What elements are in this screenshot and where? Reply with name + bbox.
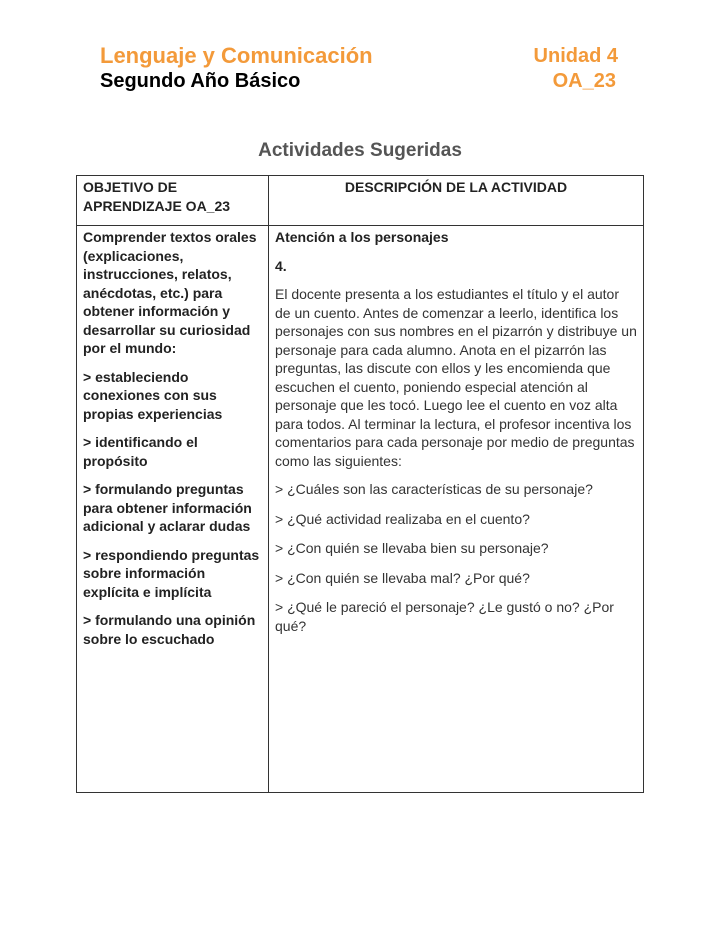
activity-question: > ¿Qué le pareció el personaje? ¿Le gustó o no? ¿Por qué?	[275, 599, 614, 634]
table-body-row	[77, 226, 644, 793]
table-header-row	[77, 176, 644, 226]
activity-text: El docente presenta a los estudiantes el título y el autor de un cuento. Antes de comenzar a leerlo, identifica los personajes con sus nombres en el pizarrón y distribuye un personaje para cada alumno. Anota en el pizarrón las preguntas, las discute con ellos y les encomienda que escuchen el cuento, poniendo especial atención al personaje que les tocó. Luego lee el cuento en voz alta para todos. Al terminar la lectura, el profesor incentiva los comentarios para cada personaje por medio de preguntas como las siguientes:	[275, 286, 637, 469]
activity-title: Atención a los personajes	[275, 229, 449, 245]
objective-item: > identificando el propósito	[83, 434, 198, 469]
objective-intro: Comprender textos orales (explicaciones, instrucciones, relatos, anécdotas, etc.) para obtener información y desarrollar su curiosidad por el mundo:	[83, 229, 257, 356]
unit-label: Unidad 4	[533, 45, 618, 67]
description-header: DESCRIPCIÓN DE LA ACTIVIDAD	[269, 176, 644, 226]
activity-question: > ¿Con quién se llevaba mal? ¿Por qué?	[275, 569, 530, 586]
objective-header: OBJETIVO DE APRENDIZAJE OA_23	[77, 176, 269, 226]
subject-title: Lenguaje y Comunicación	[100, 43, 373, 68]
activity-number: 4.	[275, 257, 287, 274]
objective-item: > estableciendo conexiones con sus propias experiencias	[83, 368, 223, 422]
page-title: Actividades Sugeridas	[258, 140, 462, 161]
oa-label: OA_23	[552, 70, 616, 92]
activity-question: > ¿Con quién se llevaba bien su personaje?	[275, 540, 549, 556]
activity-question: > ¿Cuáles son las características de su personaje?	[275, 481, 593, 497]
activity-question: > ¿Qué actividad realizaba en el cuento?	[275, 510, 530, 527]
description-cell	[269, 226, 644, 793]
objective-item: > formulando una opinión sobre lo escuchado	[83, 612, 256, 647]
objective-item: > formulando preguntas para obtener información adicional y aclarar dudas	[83, 481, 252, 534]
grade-title: Segundo Año Básico	[100, 70, 301, 92]
objective-item: > respondiendo preguntas sobre información explícita e implícita	[83, 546, 260, 600]
activities-table	[76, 175, 644, 793]
objective-cell	[77, 226, 269, 793]
